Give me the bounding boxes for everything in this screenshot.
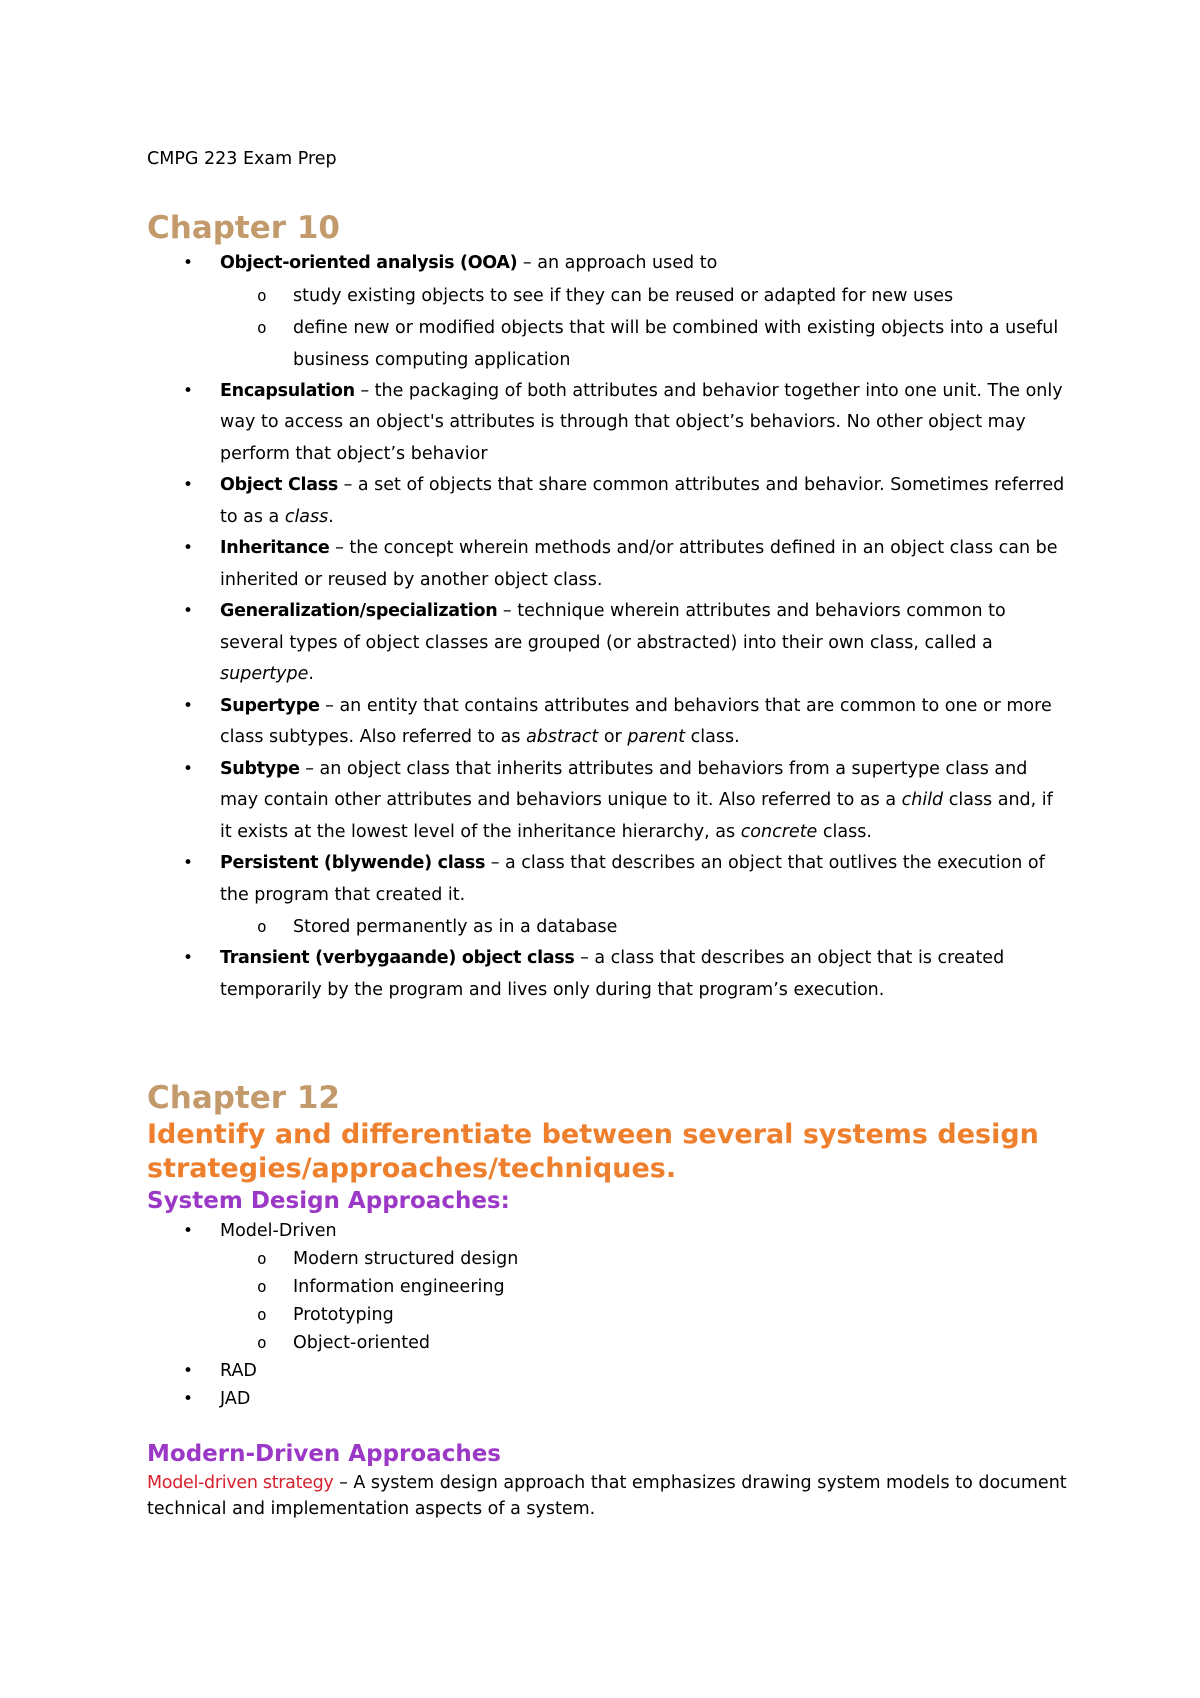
bullet-icon: •	[183, 475, 194, 495]
list-item	[147, 470, 1067, 533]
document-body	[147, 146, 1067, 1522]
term: Object Class	[220, 475, 338, 495]
term: Model-driven strategy	[147, 1473, 334, 1493]
sub-list-item	[147, 312, 1067, 376]
definition: – the packaging of both attributes and behavior together into one unit. The only way to access an object's attributes is through that object’s behaviors. No other object may perform that object’s behavior	[220, 380, 1063, 464]
term: Transient (verbygaande) object class	[220, 948, 575, 968]
definition: – a class that describes an object that is created temporarily by the program and lives only during that program’s execution.	[220, 948, 1005, 1000]
bullet-icon: •	[183, 948, 194, 968]
sub-list	[220, 280, 1067, 376]
definition: – the concept wherein methods and/or attributes defined in an object class can be inherited or reused by another object class.	[220, 538, 1058, 590]
sub-list	[220, 1245, 1067, 1357]
approach-label: JAD	[220, 1389, 251, 1409]
sub-bullet-icon: o	[257, 285, 267, 305]
sub-list	[220, 911, 1067, 943]
definition: – a class that describes an object that outlives the execution of the program that created it.	[220, 853, 1045, 905]
definition-end: .	[308, 664, 314, 684]
document-title: CMPG 223 Exam Prep	[147, 149, 337, 169]
list-item	[147, 533, 1067, 596]
list-item	[147, 1357, 1067, 1385]
model-driven-definition	[147, 1470, 1067, 1522]
bullet-icon: •	[183, 253, 194, 273]
sub-item-text: Information engineering	[293, 1277, 505, 1297]
definition-mid: class and, if it exists at the lowest level of the inheritance hierarchy, as	[220, 790, 1053, 842]
sub-list-item	[147, 1301, 1067, 1329]
system-design-approaches-heading: System Design Approaches:	[147, 1188, 510, 1214]
bullet-icon: •	[183, 1389, 194, 1409]
bullet-icon: •	[183, 758, 194, 779]
term: Persistent (blywende) class	[220, 853, 486, 873]
bullet-icon: •	[183, 380, 194, 401]
list-item	[147, 848, 1067, 943]
sub-bullet-icon: o	[257, 1277, 267, 1296]
list-item	[147, 596, 1067, 691]
definition-end: class.	[817, 821, 872, 842]
definition: – A system design approach that emphasizes drawing system models to document technical and implementation aspects of a system.	[147, 1473, 1067, 1519]
sub-list-item	[147, 280, 1067, 312]
bullet-icon: •	[183, 695, 194, 716]
definition: – technique wherein attributes and behaviors common to several types of object classes are grouped (or abstracted) into their own class, called a	[220, 601, 1006, 653]
definition: – a set of objects that share common attributes and behavior. Sometimes referred to as a	[220, 475, 1065, 527]
sub-bullet-icon: o	[257, 1305, 267, 1324]
definition: – an object class that inherits attributes and behaviors from a supertype class and may contain other attributes and behaviors unique to it. Also referred to as a	[220, 758, 1028, 810]
sub-item-text: Stored permanently as in a database	[293, 917, 618, 937]
sub-item-text: Object-oriented	[293, 1333, 430, 1353]
sub-list-item	[147, 1273, 1067, 1301]
list-item	[147, 1217, 1067, 1357]
sub-item-text: Modern structured design	[293, 1249, 519, 1269]
chapter-10-term-list	[147, 248, 1067, 1006]
bullet-icon: •	[183, 1361, 194, 1381]
list-item	[147, 248, 1067, 376]
bullet-icon: •	[183, 538, 194, 558]
chapter-10-heading: Chapter 10	[147, 210, 340, 246]
definition: – an entity that contains attributes and behaviors that are common to one or more class subtypes. Also referred to as	[220, 695, 1052, 747]
sub-item-text: study existing objects to see if they can be reused or adapted for new uses	[293, 285, 954, 306]
sub-list-item	[147, 1245, 1067, 1273]
term: Object-oriented analysis (OOA)	[220, 253, 518, 273]
sub-bullet-icon: o	[257, 1333, 267, 1352]
sub-item-text: define new or modified objects that will be combined with existing objects into a useful business computing application	[293, 317, 1059, 370]
emphasis: class	[284, 506, 329, 527]
emphasis: child	[901, 790, 944, 810]
term: Supertype	[220, 695, 320, 716]
definition: – an approach used to	[517, 253, 718, 273]
list-item	[147, 1385, 1067, 1413]
emphasis: concrete	[740, 821, 818, 842]
sub-list-item	[147, 1329, 1067, 1357]
approach-label: RAD	[220, 1361, 257, 1381]
sub-item-text: Prototyping	[293, 1305, 394, 1325]
sub-bullet-icon: o	[257, 317, 267, 337]
sub-list-item	[147, 911, 1067, 943]
objective-heading: Identify and differentiate between several systems design strategies/approaches/techniques.	[147, 1119, 1039, 1184]
term: Subtype	[220, 758, 300, 779]
bullet-icon: •	[183, 853, 194, 873]
approaches-list	[147, 1217, 1067, 1413]
term: Encapsulation	[220, 380, 355, 401]
chapter-12-heading: Chapter 12	[147, 1080, 340, 1116]
approach-label: Model-Driven	[220, 1221, 337, 1241]
list-item	[147, 943, 1067, 1006]
list-item	[147, 691, 1067, 754]
bullet-icon: •	[183, 1221, 194, 1241]
term: Inheritance	[220, 538, 330, 558]
list-item	[147, 754, 1067, 849]
definition-end: class.	[685, 727, 740, 747]
emphasis: supertype	[220, 664, 309, 684]
definition-end: .	[328, 506, 334, 527]
bullet-icon: •	[183, 601, 194, 621]
term: Generalization/specialization	[220, 601, 498, 621]
emphasis: abstract	[526, 727, 599, 747]
definition-mid: or	[598, 727, 628, 747]
emphasis: parent	[627, 727, 686, 747]
sub-bullet-icon: o	[257, 1249, 267, 1268]
list-item	[147, 376, 1067, 471]
sub-bullet-icon: o	[257, 917, 267, 936]
model-driven-approaches-heading: Modern-Driven Approaches	[147, 1441, 501, 1467]
